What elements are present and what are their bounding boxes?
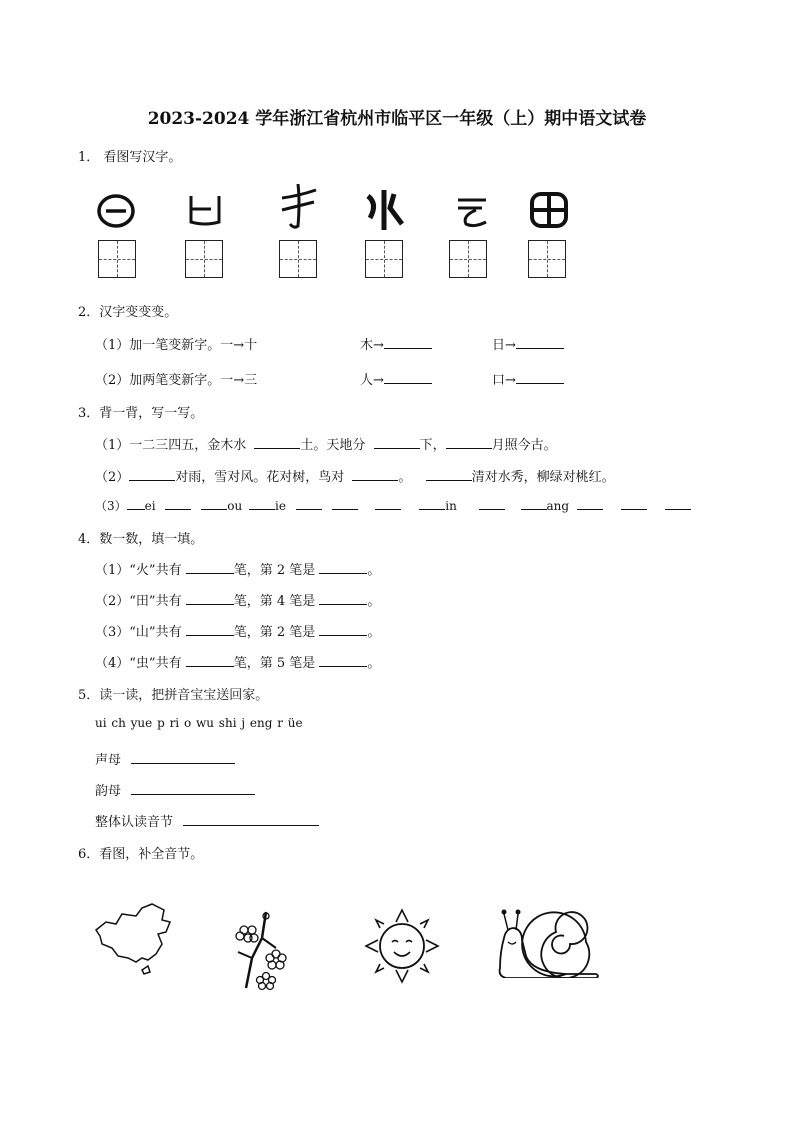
- answer-blank[interactable]: [165, 497, 191, 510]
- answer-blank[interactable]: [516, 336, 564, 349]
- answer-blank[interactable]: [296, 497, 322, 510]
- answer-blank[interactable]: [352, 468, 398, 481]
- pinyin-list: ui ch yue p ri o wu shi j eng r üe: [95, 716, 303, 730]
- q2-row-2-col-2: 人→: [360, 369, 432, 388]
- answer-blank[interactable]: [319, 561, 367, 574]
- answer-blank[interactable]: [332, 497, 358, 510]
- snail-icon: [496, 892, 606, 978]
- sun-icon: [362, 906, 442, 986]
- answer-blank[interactable]: [419, 497, 445, 510]
- q3-row-2: （2） 对雨，雪对风。花对树，鸟对 。 清对水秀，柳绿对桃红。: [95, 470, 615, 485]
- arrow-icon: →: [373, 373, 384, 388]
- question-3-label: 3．背一背，写一写。: [78, 406, 204, 421]
- question-6-label: 6．看图，补全音节。: [78, 847, 204, 862]
- answer-blank[interactable]: [446, 436, 492, 449]
- q3-row-1: （1）一二三四五，金木水 土。天地分 下， 月照今古。: [95, 438, 557, 453]
- answer-blank[interactable]: [375, 497, 401, 510]
- answer-blank[interactable]: [384, 371, 432, 384]
- arrow-icon: →: [505, 373, 516, 388]
- q2-row-1: （1）加一笔变新字。一→十: [95, 338, 258, 353]
- plum-blossom-icon: [226, 908, 296, 994]
- q2-row-1-col-3: 日→: [492, 334, 564, 353]
- answer-blank[interactable]: [516, 371, 564, 384]
- question-5-label: 5．读一读，把拼音宝宝送回家。: [78, 688, 269, 703]
- answer-blank[interactable]: [384, 336, 432, 349]
- answer-blank[interactable]: [521, 497, 547, 510]
- q2-row-2-col-3: 口→: [492, 369, 564, 388]
- answer-blank[interactable]: [374, 436, 420, 449]
- answer-blank[interactable]: [249, 497, 275, 510]
- moon-pictogram-icon: [185, 190, 225, 230]
- answer-blank[interactable]: [129, 468, 175, 481]
- answer-blank[interactable]: [186, 623, 234, 636]
- answer-blank[interactable]: [254, 436, 300, 449]
- answer-blank[interactable]: [183, 813, 319, 826]
- q4-row-4: （4）“虫”共有 笔，第 5 笔是 。: [95, 656, 381, 671]
- answer-blank[interactable]: [319, 623, 367, 636]
- writing-grid-1[interactable]: [98, 240, 136, 278]
- writing-grid-4[interactable]: [365, 240, 403, 278]
- hand-pictogram-icon: [276, 182, 320, 230]
- writing-grid-2[interactable]: [185, 240, 223, 278]
- answer-blank[interactable]: [127, 497, 145, 510]
- answer-blank[interactable]: [201, 497, 227, 510]
- writing-grid-5[interactable]: [449, 240, 487, 278]
- arrow-icon: →: [233, 373, 245, 388]
- question-2-label: 2．汉字变变变。: [78, 305, 178, 320]
- water-pictogram-icon: [364, 188, 406, 232]
- question-4-label: 4．数一数，填一填。: [78, 532, 204, 547]
- cloud-pictogram-icon: [452, 196, 492, 230]
- answer-blank[interactable]: [319, 592, 367, 605]
- yunmu-row: 韵母: [95, 780, 255, 799]
- answer-blank[interactable]: [426, 468, 472, 481]
- zhengti-row: 整体认读音节: [95, 811, 319, 830]
- answer-blank[interactable]: [186, 592, 234, 605]
- answer-blank[interactable]: [131, 751, 235, 764]
- arrow-icon: →: [233, 338, 245, 353]
- page-title: 2023-2024 学年浙江省杭州市临平区一年级（上）期中语文试卷: [147, 109, 647, 129]
- q2-row-2: （2）加两笔变新字。一→三: [95, 373, 258, 388]
- field-pictogram-icon: [528, 190, 570, 230]
- answer-blank[interactable]: [131, 782, 255, 795]
- question-1-label: 1． 看图写汉字。: [78, 150, 182, 165]
- arrow-icon: →: [373, 338, 384, 353]
- q4-row-3: （3）“山”共有 笔，第 2 笔是 。: [95, 625, 381, 640]
- q3-row-3: （3） ei ou ie in ang: [95, 497, 691, 514]
- q2-row-1-col-2: 木→: [360, 334, 432, 353]
- shengmu-row: 声母: [95, 749, 235, 768]
- sun-pictogram-icon: [95, 192, 137, 230]
- answer-blank[interactable]: [621, 497, 647, 510]
- q4-row-2: （2）“田”共有 笔，第 4 笔是 。: [95, 594, 381, 609]
- answer-blank[interactable]: [479, 497, 505, 510]
- writing-grid-6[interactable]: [528, 240, 566, 278]
- writing-grid-3[interactable]: [279, 240, 317, 278]
- answer-blank[interactable]: [319, 654, 367, 667]
- arrow-icon: →: [505, 338, 516, 353]
- answer-blank[interactable]: [186, 561, 234, 574]
- china-map-icon: [92, 900, 178, 978]
- q4-row-1: （1）“火”共有 笔，第 2 笔是 。: [95, 563, 381, 578]
- answer-blank[interactable]: [665, 497, 691, 510]
- answer-blank[interactable]: [186, 654, 234, 667]
- answer-blank[interactable]: [577, 497, 603, 510]
